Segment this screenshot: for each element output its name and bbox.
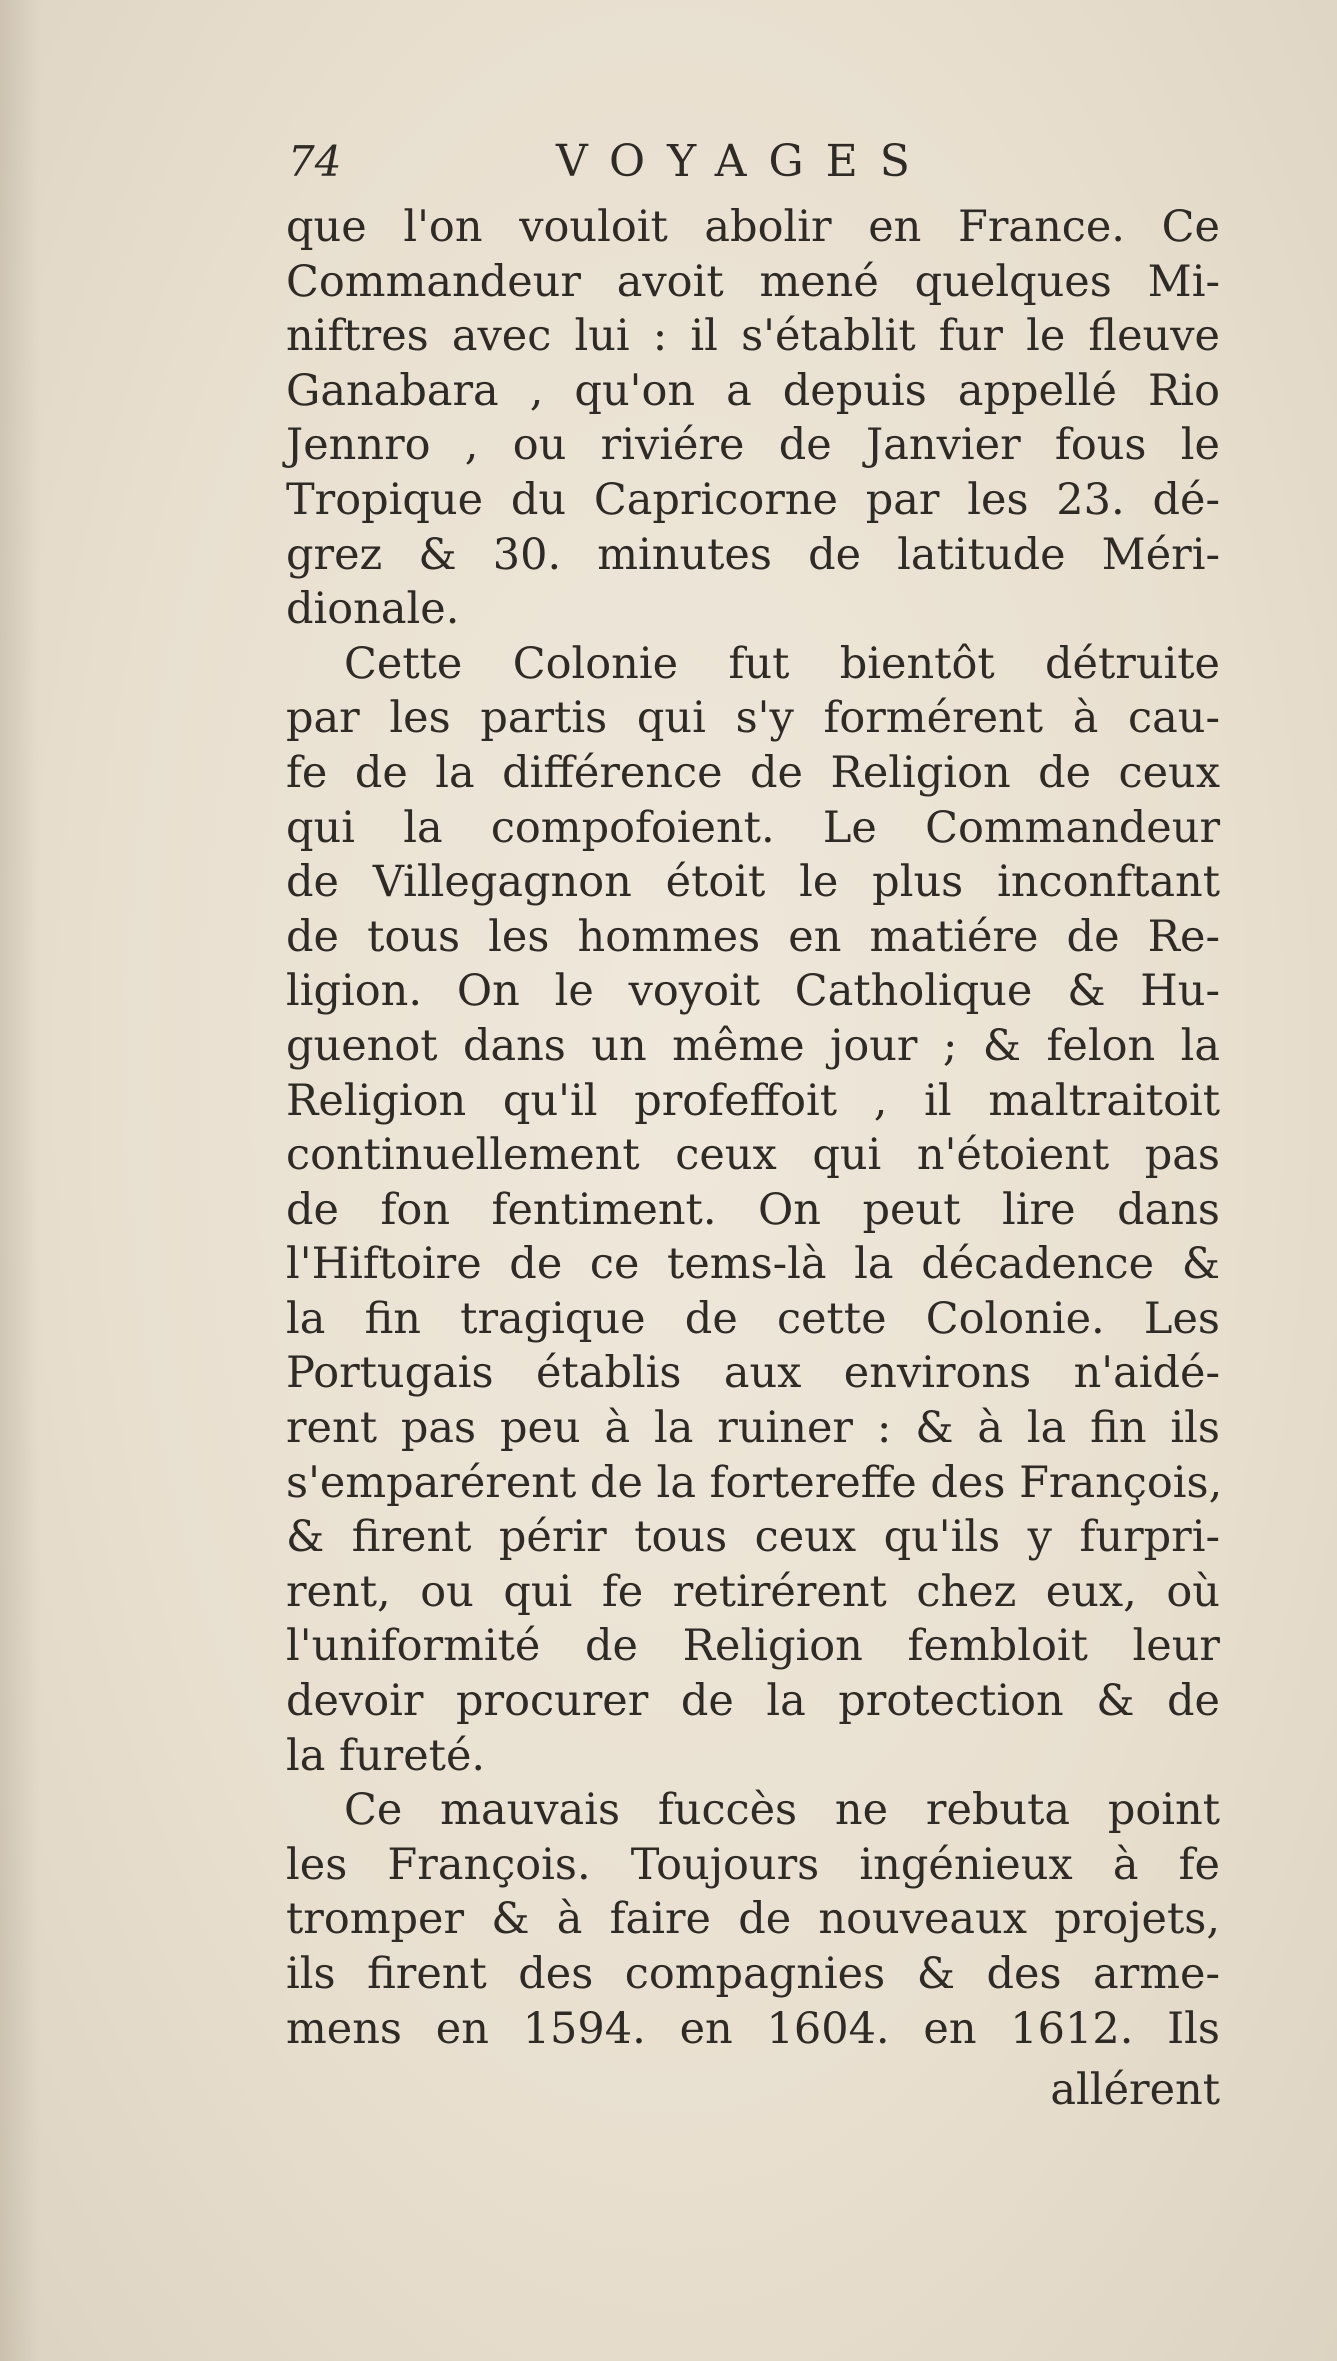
text-line: qui la compofoient. Le Commandeur bbox=[286, 802, 1220, 853]
text-line: Commandeur avoit mené quelques Mi- bbox=[286, 256, 1220, 307]
text-line: par les partis qui s'y formérent à cau- bbox=[286, 693, 1220, 744]
text-line: dionale. bbox=[286, 584, 460, 635]
text-line: & firent périr tous ceux qu'ils y furpri- bbox=[286, 1512, 1220, 1563]
text-line: niftres avec lui : il s'établit fur le fleuve bbox=[286, 311, 1220, 362]
text-line: Jennro , ou riviére de Janvier fous le bbox=[286, 420, 1220, 471]
text-line: Ce mauvais fuccès ne rebuta point bbox=[344, 1785, 1220, 1836]
text-line: la fin tragique de cette Colonie. Les bbox=[286, 1293, 1220, 1344]
text-line: Religion qu'il profeffoit , il maltraitoit bbox=[286, 1075, 1220, 1126]
text-line: ils firent des compagnies & des arme- bbox=[286, 1949, 1220, 1999]
text-line: Tropique du Capricorne par les 23. dé- bbox=[286, 474, 1220, 525]
page-edge-shadow bbox=[0, 0, 40, 2361]
text-line: de tous les hommes en matiére de Re- bbox=[286, 911, 1220, 962]
text-line: Ganabara , qu'on a depuis appellé Rio bbox=[286, 365, 1220, 416]
text-line: devoir procurer de la protection & de bbox=[286, 1676, 1220, 1727]
text-line: guenot dans un même jour ; & felon la bbox=[286, 1020, 1220, 1071]
catchword: allérent bbox=[1050, 2065, 1220, 2115]
text-line: l'uniformité de Religion fembloit leur bbox=[286, 1621, 1220, 1672]
text-line: tromper & à faire de nouveaux projets, bbox=[286, 1894, 1220, 1945]
body-text bbox=[286, 200, 1223, 2056]
text-line: rent pas peu à la ruiner : & à la fin ils bbox=[286, 1403, 1220, 1454]
text-line: de fon fentiment. On peut lire dans bbox=[286, 1184, 1220, 1235]
text-line: rent, ou qui fe retirérent chez eux, où bbox=[286, 1566, 1220, 1617]
text-line: ligion. On le voyoit Catholique & Hu- bbox=[286, 966, 1220, 1017]
text-line: Portugais établis aux environs n'aidé- bbox=[286, 1348, 1220, 1399]
text-line: continuellement ceux qui n'étoient pas bbox=[286, 1130, 1220, 1181]
text-line: s'emparérent de la fortereffe des François, bbox=[286, 1457, 1223, 1508]
text-line: mens en 1594. en 1604. en 1612. Ils bbox=[286, 2003, 1220, 2054]
text-line: grez & 30. minutes de latitude Méri- bbox=[286, 529, 1220, 580]
page-number: 74 bbox=[288, 137, 342, 186]
text-line: de Villegagnon étoit le plus inconftant bbox=[286, 857, 1220, 908]
text-line: l'Hiftoire de ce tems-là la décadence & bbox=[286, 1239, 1220, 1290]
text-line: que l'on vouloit abolir en France. Ce bbox=[286, 202, 1220, 252]
text-line: Cette Colonie fut bientôt détruite bbox=[344, 638, 1220, 689]
text-line: les François. Toujours ingénieux à fe bbox=[286, 1839, 1220, 1890]
text-line: la fureté. bbox=[286, 1730, 486, 1781]
page-header bbox=[288, 132, 1218, 192]
text-line: fe de la différence de Religion de ceux bbox=[286, 747, 1220, 798]
running-title: VOYAGES bbox=[556, 136, 932, 187]
